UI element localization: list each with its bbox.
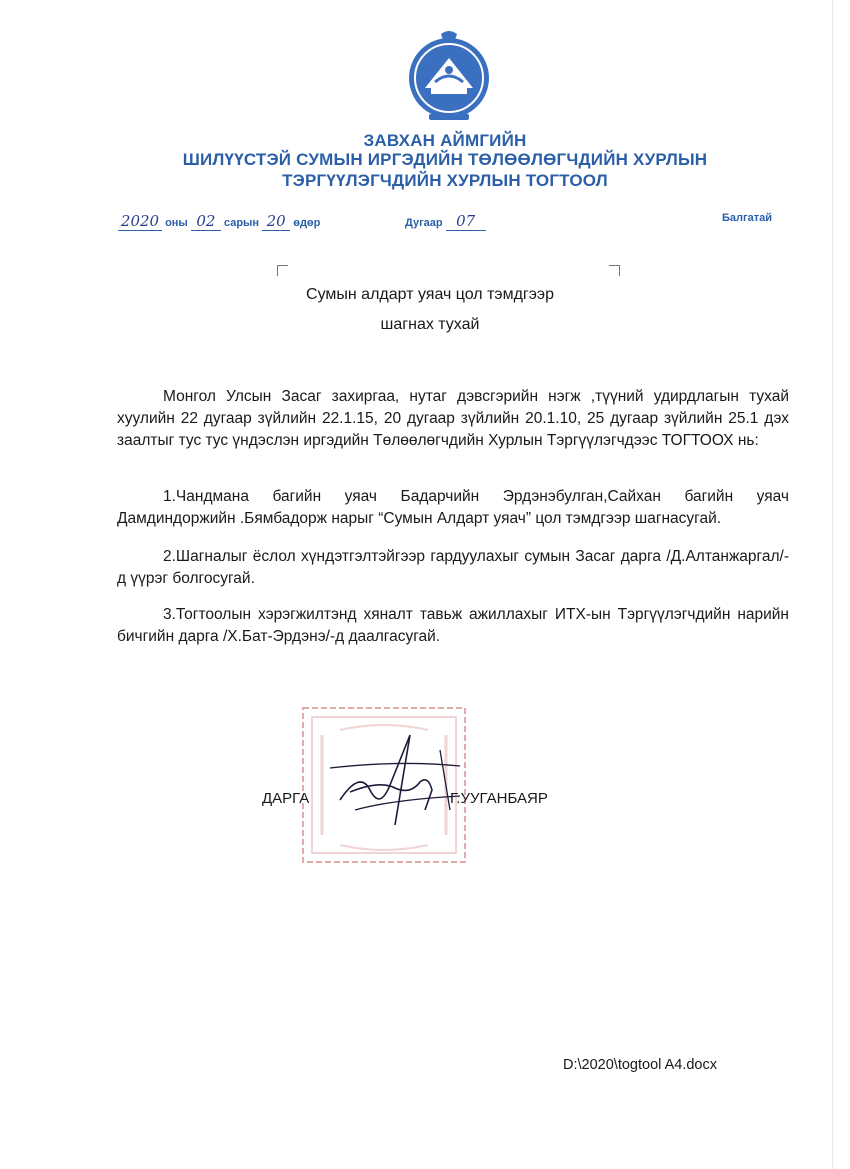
header-council: ШИЛҮҮСТЭЙ СУМЫН ИРГЭДИЙН ТӨЛӨӨЛӨГЧДИЙН ХУРЛЫН (182, 150, 708, 169)
title-corner-right (609, 265, 620, 276)
title-corner-left (277, 265, 288, 276)
date-month: 02 (196, 212, 216, 230)
number-field (446, 212, 486, 231)
date-day-field (262, 212, 290, 231)
date-month-label: сарын (223, 217, 260, 229)
header-aimag: ЗАВХАН АЙМГИЙН (363, 131, 527, 150)
date-day-label: өдөр (293, 217, 321, 229)
date-year: 2020 (120, 212, 160, 230)
item-3-paragraph (117, 604, 789, 648)
intro-paragraph (117, 386, 789, 452)
number-row (405, 212, 486, 231)
header-resolution: ТЭРГҮҮЛЭГЧДИЙН ХУРЛЫН ТОГТООЛ (282, 171, 608, 190)
item-2-paragraph (117, 546, 789, 590)
resolution-title-line1: Сумын алдарт уяач цол тэмдгээр (306, 286, 554, 303)
place: Балгатай (722, 212, 772, 224)
number-value: 07 (456, 212, 476, 230)
date-month-field (191, 212, 221, 231)
item-2-text: 2.Шагналыг ёслол хүндэтгэлтэйгээр гардуулахыг сумын Засаг дарга /Д.Алтанжаргал/-д үүрэг болгосугай. (117, 548, 789, 587)
signatory-role: ДАРГА (262, 790, 310, 807)
date-row (118, 212, 320, 231)
date-day: 20 (266, 212, 286, 230)
number-label: Дугаар (405, 217, 443, 229)
date-year-label: оны (165, 217, 188, 229)
signature-scribble-icon (300, 730, 480, 840)
item-1-text: 1.Чандмана багийн уяач Бадарчийн Эрдэнэбулган,Сайхан багийн уяач Дамдиндоржийн .Бямбадорж нарыг “Сумын Алдарт уяач” цол тэмдгээр шагнасугай. (117, 488, 789, 527)
signatory-name: Г.УУГАНБАЯР (450, 790, 548, 807)
item-1-paragraph (117, 486, 789, 530)
date-year-field (118, 212, 162, 231)
item-3-text: 3.Тогтоолын хэрэгжилтэнд хяналт тавьж ажиллахыг ИТХ-ын Тэргүүлэгчдийн нарийн бичгийн дарга /Х.Бат-Эрдэнэ/-д даалгасугай. (117, 606, 789, 645)
resolution-title-line2: шагнах тухай (380, 316, 480, 333)
file-path: D:\2020\togtool A4.docx (563, 1057, 717, 1073)
intro-text: Монгол Улсын Засаг захиргаа, нутаг дэвсгэрийн нэгж ,түүний удирдлагын тухай хуулийн 22 дугаар зүйлийн 22.1.15, 20 дугаар зүйлийн 20.1.10, 25 дугаар зүйлийн 25.1 дэх заалтыг тус тус үндэслэн иргэдийн Төлөөлөгчдийн Хурлын Тэргүүлэгчдээс ТОГТООХ нь: (117, 388, 789, 449)
state-emblem-icon (405, 30, 493, 128)
